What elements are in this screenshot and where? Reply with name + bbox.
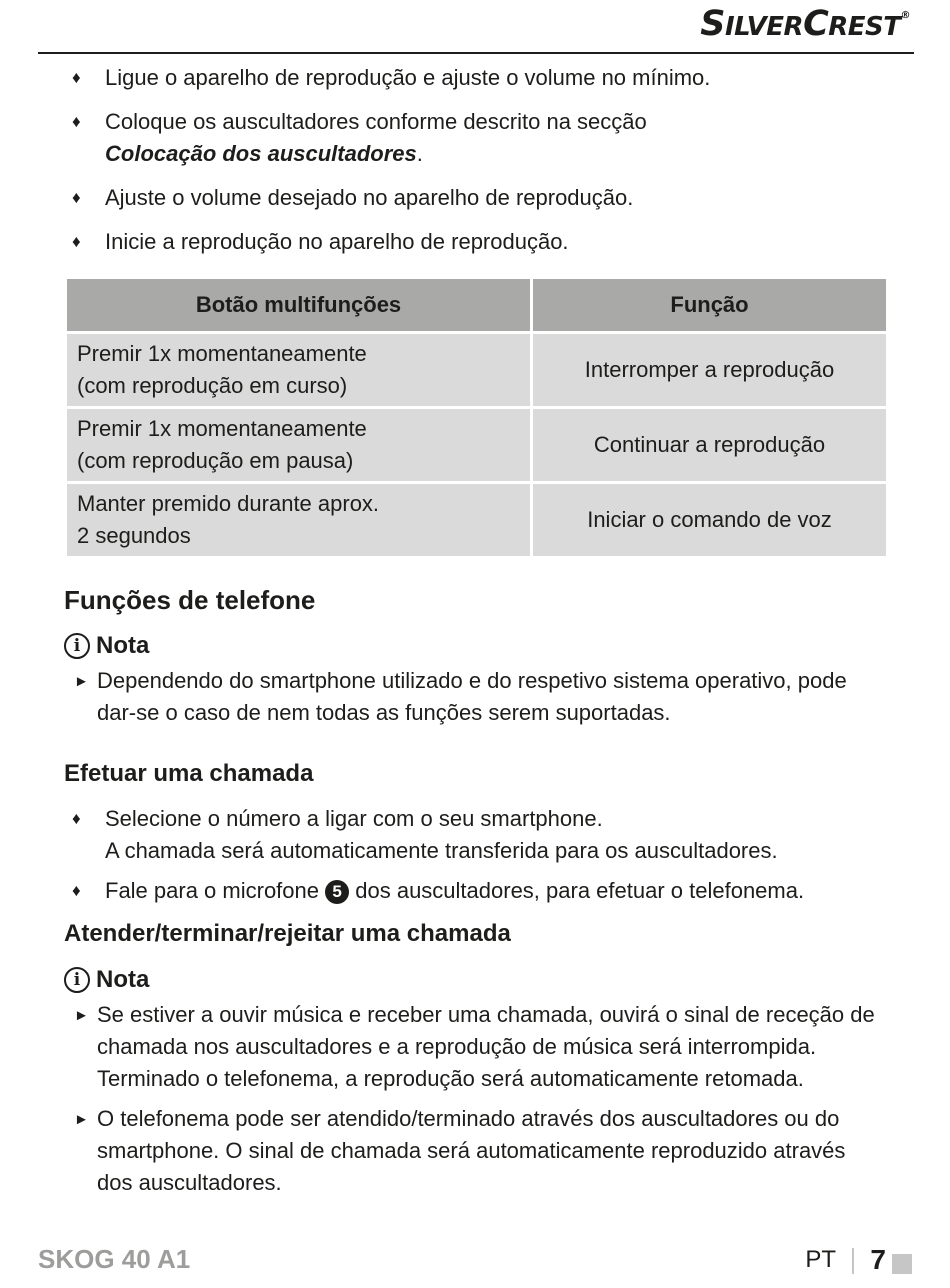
list-item: ► Se estiver a ouvir música e receber uma chamada, ouvirá o sinal de receção de chamada nos auscultadores e a reprodução de música será interrompida. Terminado o telefonema, a reprodução será automaticamente retomada. [74,1002,875,1091]
note-heading: i Nota [64,631,886,661]
arrow-right-icon: ► [74,1007,89,1024]
table-cell: Premir 1x momentaneamente (com reprodução em pausa) [66,408,532,483]
table-cell: Interromper a reprodução [532,333,888,408]
grey-square-icon [892,1254,912,1274]
note-list [64,999,886,1199]
arrow-right-icon: ► [74,673,89,690]
table-row [66,408,888,483]
list-item: ♦ Ligue o aparelho de reprodução e ajuste o volume no mínimo. [64,62,886,94]
diamond-bullet-icon: ♦ [72,881,81,900]
multifunction-button-table [64,276,889,559]
diamond-bullet-icon: ♦ [72,809,81,828]
table-row [66,483,888,558]
diamond-bullet-icon: ♦ [72,188,81,207]
table-cell: Premir 1x momentaneamente (com reprodução em curso) [66,333,532,408]
diamond-bullet-icon: ♦ [72,68,81,87]
table-header: Botão multifunções [66,278,532,333]
section-reference: Colocação dos auscultadores [105,141,417,166]
arrow-right-icon: ► [74,1111,89,1128]
table-row [66,333,888,408]
instruction-list [64,62,886,258]
note-list [64,665,886,729]
page-header [38,0,914,54]
list-item: ► O telefonema pode ser atendido/terminado através dos auscultadores ou do smartphone. O sinal de chamada será automaticamente reproduzido através dos auscultadores. [74,1106,846,1195]
table-cell: Manter premido durante aprox. 2 segundos [66,483,532,558]
diamond-bullet-icon: ♦ [72,112,81,131]
subsection-title: Atender/terminar/rejeitar uma chamada [64,920,511,947]
list-item: ► Dependendo do smartphone utilizado e do respetivo sistema operativo, pode dar-se o caso de nem todas as funções serem suportadas. [74,668,847,725]
info-icon: i [64,633,90,659]
list-item: ♦ Selecione o número a ligar com o seu smartphone. A chamada será automaticamente transferida para os auscultadores. [64,803,886,867]
subsection-title: Efetuar uma chamada [64,760,314,787]
footer-divider [852,1248,854,1274]
language-code: PT [805,1246,836,1273]
section-title: Funções de telefone [64,585,316,615]
list-item: ♦ Ajuste o volume desejado no aparelho de reprodução. [64,182,886,214]
table-cell: Continuar a reprodução [532,408,888,483]
model-name: SKOG 40 A1 [38,1244,191,1274]
info-icon: i [64,967,90,993]
brand-logo: SILVERCREST® [700,4,910,44]
diamond-bullet-icon: ♦ [72,232,81,251]
list-item: ♦ Inicie a reprodução no aparelho de reprodução. [64,226,886,258]
page-footer [38,1244,914,1284]
table-cell: Iniciar o comando de voz [532,483,888,558]
page-content [64,62,886,1207]
page-number: 7 [870,1244,886,1275]
list-item: ♦ Coloque os auscultadores conforme descrito na secção Colocação dos auscultadores. [64,106,886,170]
note-heading: i Nota [64,965,886,995]
table-header: Função [532,278,888,333]
list-item: ♦ Fale para o microfone 5 dos auscultadores, para efetuar o telefonema. [64,875,886,907]
part-number-badge: 5 [325,880,349,904]
call-instruction-list [64,803,886,907]
